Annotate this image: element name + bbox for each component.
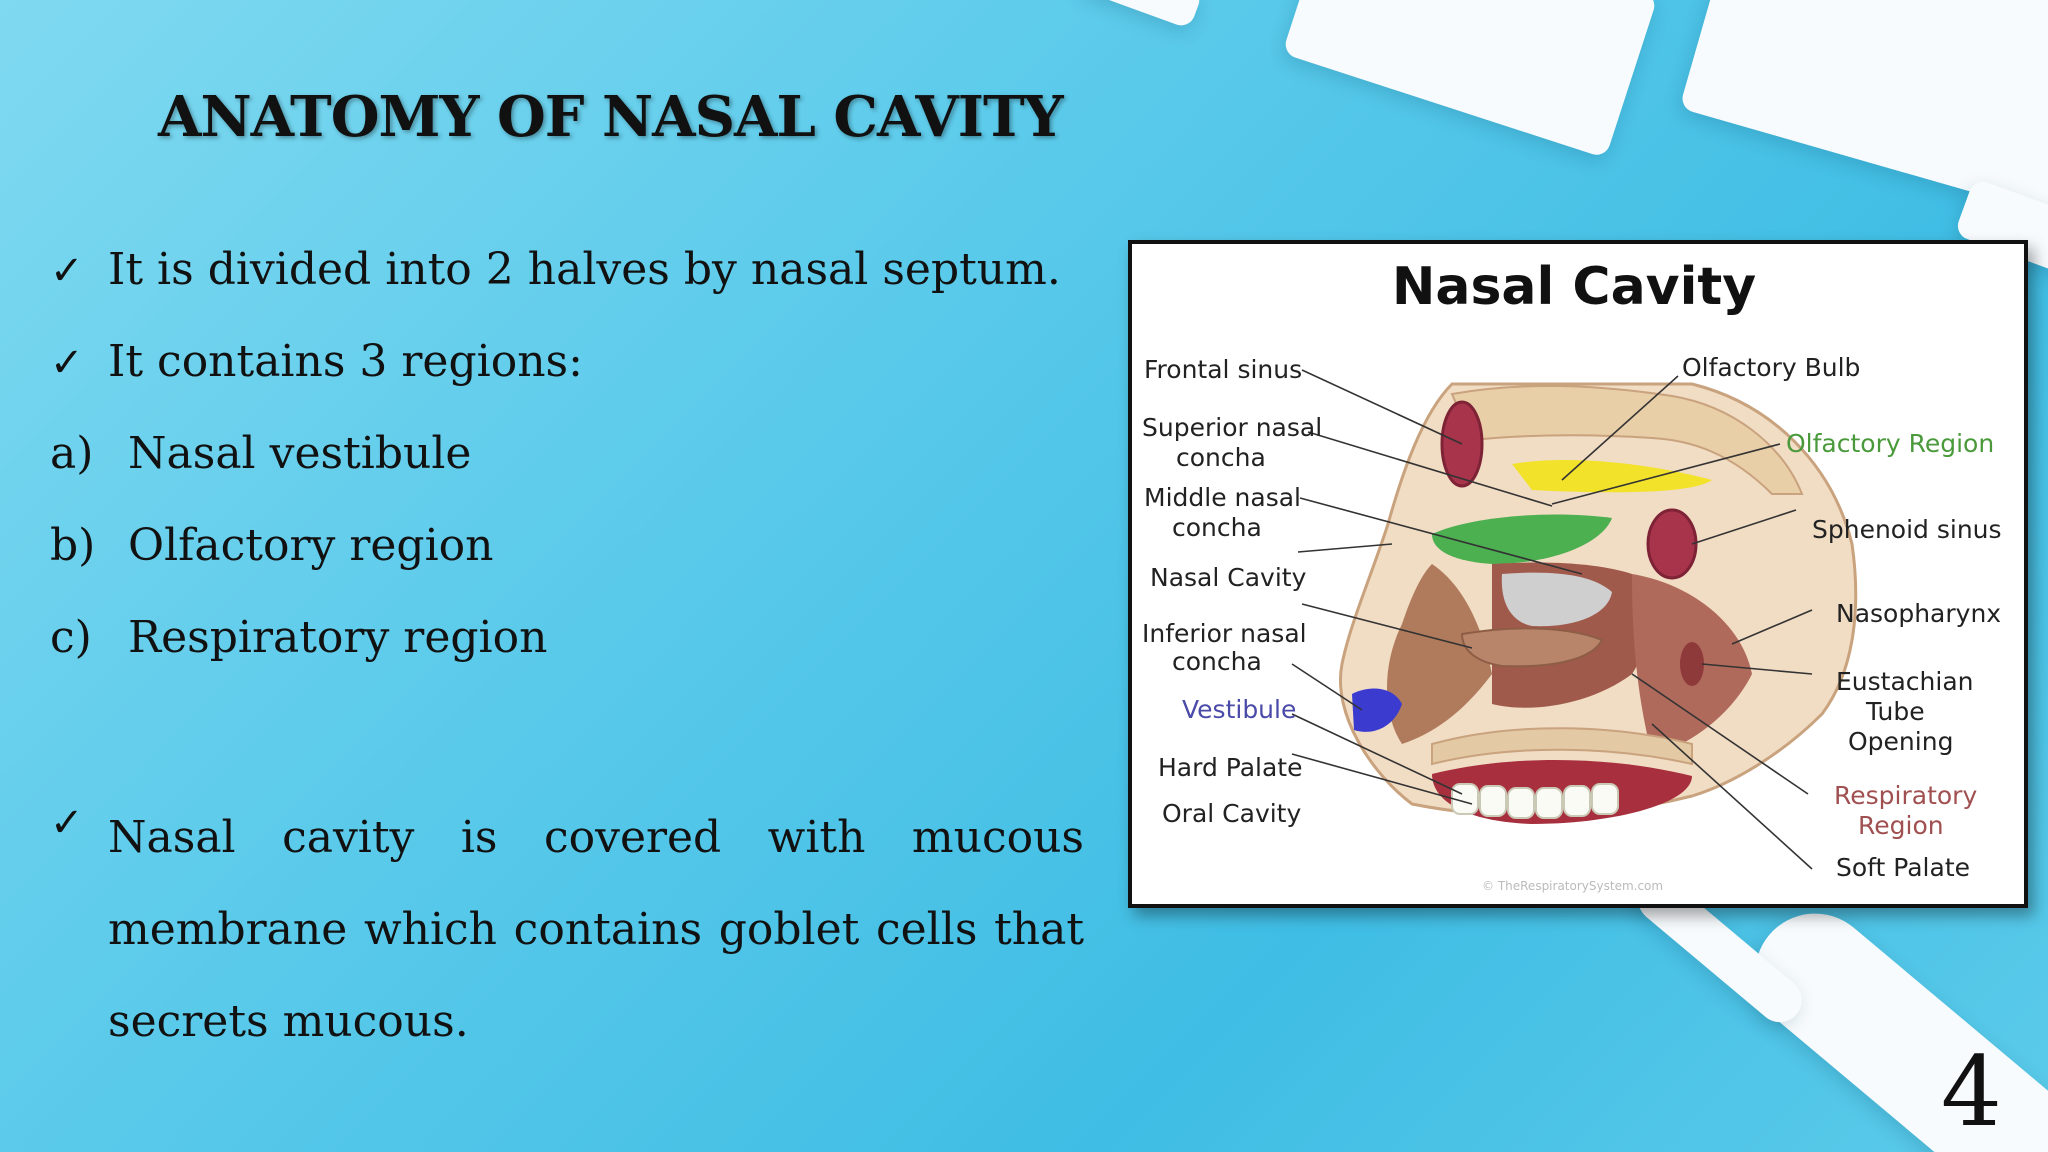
- label-middle-concha: concha: [1172, 513, 1262, 542]
- label-olfactory-region: Olfactory Region: [1786, 429, 1995, 458]
- label-soft-palate: Soft Palate: [1836, 853, 1970, 882]
- label-olfactory-bulb: Olfactory Bulb: [1682, 353, 1861, 382]
- bullet-text: It is divided into 2 halves by nasal septum.: [108, 244, 1061, 295]
- page-number: 4: [1940, 1036, 2002, 1148]
- label-vestibule: Vestibule: [1182, 695, 1297, 724]
- figure-watermark: © TheRespiratorySystem.com: [1482, 879, 1664, 893]
- nasal-cavity-diagram: [1128, 240, 2028, 908]
- paragraph-text: Nasal cavity is covered with mucous membrane which contains goblet cells that secrets mucous.: [108, 812, 1084, 1047]
- check-icon: ✓: [50, 248, 84, 294]
- list-marker: a): [50, 428, 94, 479]
- label-superior-concha: concha: [1176, 443, 1266, 472]
- label-middle-nasal: Middle nasal: [1144, 483, 1301, 512]
- list-item: Nasal vestibule: [128, 428, 472, 479]
- head-illustration: [1340, 384, 1855, 824]
- label-hard-palate: Hard Palate: [1158, 753, 1303, 782]
- label-frontal-sinus: Frontal sinus: [1144, 355, 1303, 384]
- decorative-card: [1282, 0, 1658, 158]
- label-region: Region: [1858, 811, 1944, 840]
- check-icon: ✓: [50, 800, 84, 846]
- label-eustachian: Eustachian: [1836, 667, 1974, 696]
- slide-title: ANATOMY OF NASAL CAVITY: [158, 84, 1063, 150]
- list-marker: c): [50, 612, 92, 663]
- label-superior-nasal: Superior nasal: [1142, 413, 1323, 442]
- diagram-svg: [1132, 244, 2024, 904]
- label-inferior-concha: concha: [1172, 647, 1262, 676]
- label-nasal-cavity: Nasal Cavity: [1150, 563, 1307, 592]
- label-sphenoid-sinus: Sphenoid sinus: [1812, 515, 2002, 544]
- list-item: Respiratory region: [128, 612, 548, 663]
- label-inferior-nasal: Inferior nasal: [1142, 619, 1307, 648]
- check-icon: ✓: [50, 340, 84, 386]
- label-oral-cavity: Oral Cavity: [1162, 799, 1302, 828]
- list-item: Olfactory region: [128, 520, 494, 571]
- label-respiratory: Respiratory: [1834, 781, 1978, 810]
- bullet-text: It contains 3 regions:: [108, 336, 583, 387]
- label-nasopharynx: Nasopharynx: [1836, 599, 2002, 628]
- list-marker: b): [50, 520, 96, 571]
- label-opening: Opening: [1848, 727, 1954, 756]
- decorative-card: [1077, 0, 1203, 29]
- figure-title: Nasal Cavity: [1391, 257, 1757, 317]
- label-tube: Tube: [1866, 697, 1925, 726]
